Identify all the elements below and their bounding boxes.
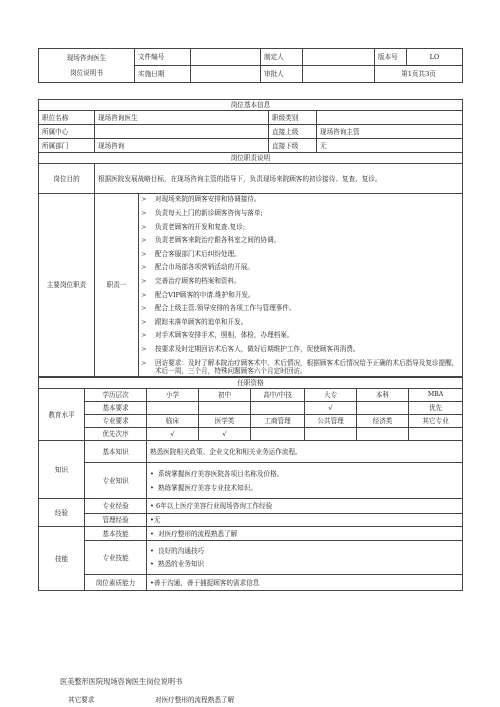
duty-text: 配合上级主管.领导安排的各项工作与管理事件。 [155, 304, 296, 313]
subordinate-value: 无 [317, 139, 463, 153]
basic-skill-label: 基本技能 [85, 527, 147, 541]
reviewer-value [303, 66, 375, 83]
chevron-right-icon: > [141, 249, 147, 258]
edu-level: 本科 [357, 389, 409, 402]
duty-group-label: 职责一 [95, 194, 139, 377]
pro-knowledge-label: 专业知识 [85, 463, 147, 499]
basic-knowledge-text: 熟悉医院相关政策、企业文化和相关业务运作流程。 [147, 441, 463, 463]
center-label: 所属中心 [39, 125, 95, 139]
duty-item [141, 331, 460, 345]
subordinate-label: 直接下级 [269, 139, 317, 153]
chevron-right-icon: > [141, 236, 147, 245]
duty-text: 按要求及时定期回访术后客人，做好后期维护工作，促使顾客再消费。 [155, 345, 360, 353]
major-item: 公共管理 [305, 415, 357, 428]
bullet-icon: • [150, 469, 154, 478]
impl-date-value [191, 66, 261, 83]
bullet-icon: • [150, 529, 159, 538]
edu-level: MBA [409, 389, 463, 402]
knowledge-label: 知识 [39, 441, 85, 499]
job-description-page [38, 48, 462, 591]
major-priority-label: 优先次序 [85, 428, 147, 441]
basic-req-mark: √ [305, 402, 357, 415]
chevron-right-icon: > [141, 209, 147, 218]
duty-item [141, 236, 460, 250]
chevron-right-icon: > [141, 195, 147, 204]
pro-skill-label: 专业技能 [85, 541, 147, 575]
dept-label: 所属部门 [39, 139, 95, 153]
duty-item [141, 263, 460, 277]
chevron-right-icon: > [141, 290, 147, 299]
duties-section-title: 岗位职责说明 [39, 153, 463, 164]
duty-item [141, 318, 460, 332]
basic-skill-text: 对医疗整形的流程熟悉了解 [158, 529, 238, 538]
bullet-icon: • [150, 483, 154, 492]
duty-text: 对手术顾客安排手术，照相，体检，办理档案。 [155, 331, 294, 340]
duty-text: 配合市场部各项营销活动的开展。 [155, 263, 254, 272]
bullet-icon: • [150, 560, 154, 569]
duty-item [141, 209, 460, 223]
duty-text: 负责老顾客来院治疗跟各科室之间的协调。 [155, 236, 281, 245]
duty-text: 跟踪未落单顾客的追单和开发。 [155, 317, 248, 326]
document-header-table [38, 48, 463, 83]
job-name-value: 现场咨询医生 [95, 111, 269, 125]
duty-item [141, 195, 460, 209]
version-value: LO [407, 49, 463, 66]
basic-req-mark [251, 402, 305, 415]
major-item: 医学类 [199, 415, 251, 428]
major-item: 其它专业 [409, 415, 463, 428]
duty-text: 负责每天上门的新诊顾客咨询与落单; [155, 209, 263, 218]
basic-req-mark [357, 402, 409, 415]
basic-req-mark [199, 402, 251, 415]
quality-label: 岗位素质能力 [85, 575, 147, 591]
pro-knowledge-item [150, 484, 459, 492]
pro-exp-label: 专业经验 [85, 499, 147, 514]
bullet-icon: • [150, 547, 154, 556]
pro-knowledge-list [147, 463, 463, 499]
priority-label: 优先 [409, 402, 463, 415]
duty-item [141, 345, 460, 359]
chevron-right-icon: > [141, 222, 147, 231]
impl-date-label: 实施日期 [135, 66, 191, 83]
pro-skill-text: 熟悉的业务知识 [158, 560, 205, 569]
level-value [317, 111, 463, 125]
duty-list [139, 194, 463, 377]
basic-skill-row [147, 527, 463, 541]
duty-item [141, 304, 460, 318]
major-item: 工商管理 [251, 415, 305, 428]
document-title [39, 49, 135, 83]
dept-value: 现场咨询 [95, 139, 269, 153]
page-info: 第1页共3页 [375, 66, 463, 83]
major-item: 临床 [147, 415, 199, 428]
duty-item [141, 223, 460, 237]
bullet-icon: • [150, 502, 156, 511]
pro-skill-list [147, 541, 463, 575]
chevron-right-icon: > [141, 317, 147, 326]
version-label: 版本号 [375, 49, 407, 66]
duty-text: 回访要求：及时了解本院治疗顾客术中、术后情况，根据顾客术后情况给予正确的术后指导及复诊提醒，术后一周，三个月，特殊问题顾客六个月定时回访。 [155, 358, 459, 375]
duty-text: 配合VIP顾客的申请.维护和开发。 [155, 290, 255, 299]
job-name-label: 职位名称 [39, 111, 95, 125]
edu-level: 大专 [305, 389, 357, 402]
chevron-right-icon: > [141, 304, 147, 313]
major-priority-mark [305, 428, 357, 441]
pro-knowledge-item [150, 470, 459, 478]
edu-level-row-label: 学历层次 [85, 389, 147, 402]
basic-info-section-title: 岗位基本信息 [39, 100, 463, 111]
pro-knowledge-text: 熟练掌握医疗美容专业技术知识。 [158, 483, 257, 492]
doc-no-label: 文件编号 [135, 49, 191, 66]
basic-knowledge-label: 基本知识 [85, 441, 147, 463]
other-req-label: 其它要求 [68, 696, 95, 704]
superior-value: 现场咨询主管 [317, 125, 463, 139]
title-line-1: 现场咨询医生 [66, 54, 107, 63]
chevron-right-icon: > [141, 331, 147, 340]
edu-level: 小学 [147, 389, 199, 402]
duty-item [141, 291, 460, 305]
qualification-section-title: 任职资格 [39, 378, 463, 389]
pro-exp-text: 6年以上医疗美容行业现场咨询工作经验 [156, 502, 273, 511]
purpose-text: 根据医院发展战略目标，在现场咨询主管的指导下，负责现场来院顾客的初诊接待、复查、复诊。 [95, 164, 463, 194]
skills-label: 技能 [39, 527, 85, 591]
reviewer-label: 审批人 [261, 66, 303, 83]
chevron-right-icon: > [141, 345, 147, 353]
bullet-icon: • [150, 516, 154, 525]
major-label: 专业要求 [85, 415, 147, 428]
chevron-right-icon: > [141, 277, 147, 286]
major-priority-mark: √ [199, 428, 251, 441]
pro-exp-row [147, 499, 463, 514]
chevron-right-icon: > [141, 263, 147, 272]
main-duties-label: 主要岗位职责 [39, 194, 95, 377]
major-priority-mark [409, 428, 463, 441]
duty-text: 配合客服部门术后纠纷处理。 [155, 249, 241, 258]
education-label: 教育水平 [39, 389, 85, 441]
pro-knowledge-text: 系统掌握医疗美容医院各项目名称及价格。 [158, 469, 284, 478]
duty-item [141, 277, 460, 291]
edu-level: 高中/中技 [251, 389, 305, 402]
major-item: 经济类 [357, 415, 409, 428]
pro-skill-item [150, 560, 459, 568]
mgmt-exp-row [147, 514, 463, 527]
duty-item [141, 359, 460, 375]
chevron-right-icon: > [141, 358, 147, 367]
doc-no-value [191, 49, 261, 66]
duty-text: 完善治疗顾客的档案和资料。 [155, 277, 241, 286]
major-priority-mark: √ [147, 428, 199, 441]
basic-req-mark [147, 402, 199, 415]
quality-text: •善于沟通，善于捕捉顾客的需求信息 [147, 575, 463, 591]
mgmt-exp-label: 管理经验 [85, 514, 147, 527]
edu-level: 初中 [199, 389, 251, 402]
major-priority-mark [357, 428, 409, 441]
pro-skill-text: 良好的沟通技巧 [158, 547, 205, 556]
purpose-label: 岗位目的 [39, 164, 95, 194]
duty-item [141, 250, 460, 264]
pro-skill-item [150, 547, 459, 555]
level-label: 职级类别 [269, 111, 317, 125]
title-line-2: 岗位说明书 [70, 68, 103, 77]
superior-label: 直接上级 [269, 125, 317, 139]
duty-text: 负责老顾客的开发和复查.复诊; [155, 222, 246, 231]
other-req-text: 对医疗整形的流程熟悉了解 [155, 696, 235, 704]
footer-document-title: 医美整形医院现场咨询医生岗位说明书 [60, 677, 183, 686]
center-value [95, 125, 269, 139]
basic-req-label: 基本要求 [85, 402, 147, 415]
duty-text: 对现场来院的顾客安排和协调接待。 [155, 195, 261, 204]
author-value [303, 49, 375, 66]
mgmt-exp-text: 无 [153, 516, 161, 525]
author-label: 制定人 [261, 49, 303, 66]
experience-label: 经验 [39, 499, 85, 527]
major-priority-mark [251, 428, 305, 441]
qualification-table [38, 377, 463, 591]
basic-info-table [38, 99, 463, 377]
